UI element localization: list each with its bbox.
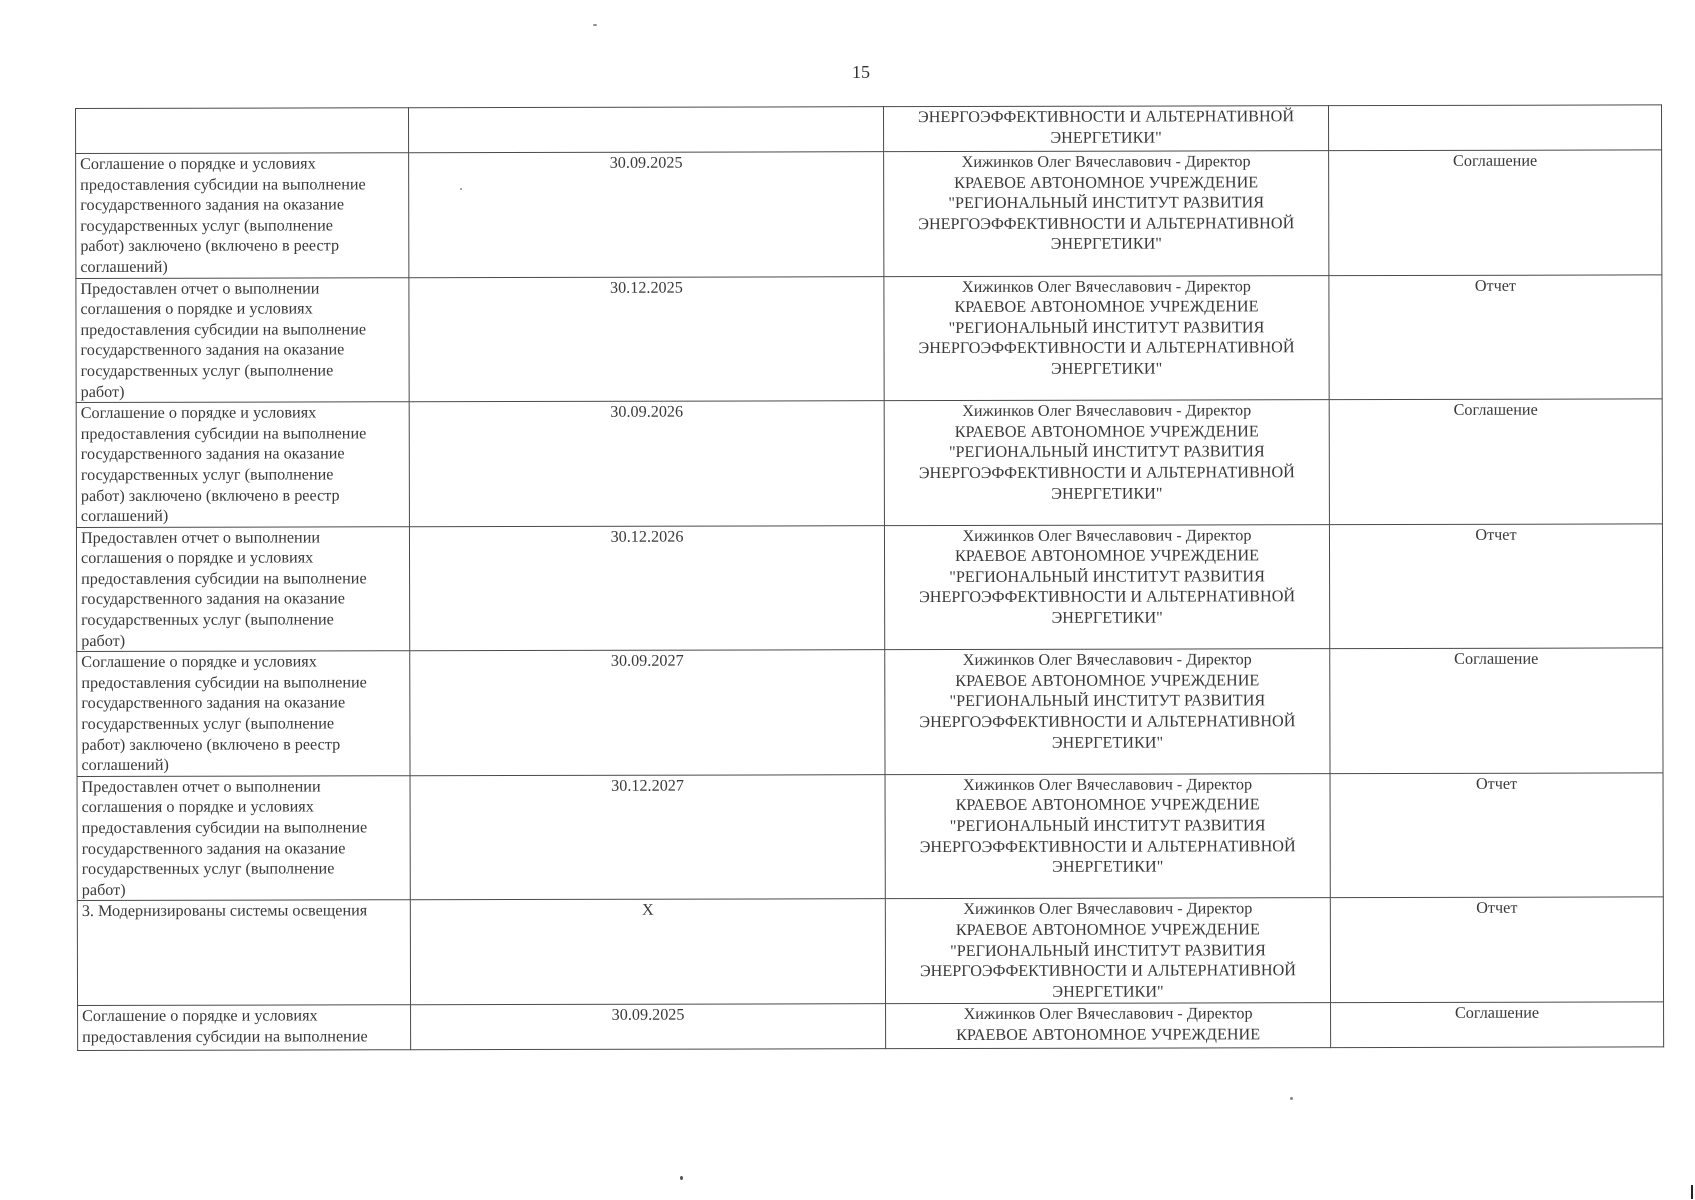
scan-speck	[1290, 1097, 1293, 1100]
document-cell: Соглашение	[1329, 150, 1662, 275]
event-cell: Соглашение о порядке и условиях предоставления субсидии на выполнение государственного задания на оказание государственных услуг (выполнение работ) заключено (включено в реестр соглашений)	[76, 402, 409, 527]
date-cell: X	[410, 899, 885, 1005]
scan-speck	[460, 188, 462, 190]
responsible-cell: Хижинков Олег Вячеславович - Директор КРАЕВОЕ АВТОНОМНОЕ УЧРЕЖДЕНИЕ "РЕГИОНАЛЬНЫЙ ИНСТИТУТ РАЗВИТИЯ ЭНЕРГОЭФФЕКТИВНОСТИ И АЛЬТЕРНАТИВНОЙ ЭНЕРГЕТИКИ"	[884, 400, 1329, 526]
table-row	[76, 524, 1662, 652]
event-cell: Соглашение о порядке и условиях предоставления субсидии на выполнение государственного задания на оказание государственных услуг (выполнение работ) заключено (включено в реестр соглашений)	[76, 153, 409, 278]
date-cell: 30.12.2025	[409, 276, 884, 402]
table-row	[76, 399, 1662, 527]
document-cell: Отчет	[1329, 274, 1662, 399]
table-row	[76, 150, 1662, 278]
date-cell: 30.09.2025	[409, 152, 884, 278]
responsible-cell: Хижинков Олег Вячеславович - Директор КРАЕВОЕ АВТОНОМНОЕ УЧРЕЖДЕНИЕ	[886, 1003, 1331, 1049]
scan-speck	[593, 24, 597, 26]
table-row	[77, 773, 1663, 901]
document-cell: Соглашение	[1329, 399, 1662, 524]
document-cell: Отчет	[1330, 773, 1663, 898]
responsible-cell: Хижинков Олег Вячеславович - Директор КРАЕВОЕ АВТОНОМНОЕ УЧРЕЖДЕНИЕ "РЕГИОНАЛЬНЫЙ ИНСТИТУТ РАЗВИТИЯ ЭНЕРГОЭФФЕКТИВНОСТИ И АЛЬТЕРНАТИВНОЙ ЭНЕРГЕТИКИ"	[885, 773, 1330, 899]
event-cell: Предоставлен отчет о выполнении соглашения о порядке и условиях предоставления субсидии на выполнение государственного задания на оказание государственных услуг (выполнение работ)	[77, 776, 410, 901]
responsible-cell: Хижинков Олег Вячеславович - Директор КРАЕВОЕ АВТОНОМНОЕ УЧРЕЖДЕНИЕ "РЕГИОНАЛЬНЫЙ ИНСТИТУТ РАЗВИТИЯ ЭНЕРГОЭФФЕКТИВНОСТИ И АЛЬТЕРНАТИВНОЙ ЭНЕРГЕТИКИ"	[884, 524, 1329, 650]
responsible-cell: Хижинков Олег Вячеславович - Директор КРАЕВОЕ АВТОНОМНОЕ УЧРЕЖДЕНИЕ "РЕГИОНАЛЬНЫЙ ИНСТИТУТ РАЗВИТИЯ ЭНЕРГОЭФФЕКТИВНОСТИ И АЛЬТЕРНАТИВНОЙ ЭНЕРГЕТИКИ"	[884, 275, 1329, 401]
responsible-cell: Хижинков Олег Вячеславович - Директор КРАЕВОЕ АВТОНОМНОЕ УЧРЕЖДЕНИЕ "РЕГИОНАЛЬНЫЙ ИНСТИТУТ РАЗВИТИЯ ЭНЕРГОЭФФЕКТИВНОСТИ И АЛЬТЕРНАТИВНОЙ ЭНЕРГЕТИКИ"	[885, 898, 1330, 1004]
date-cell: 30.09.2026	[409, 401, 884, 527]
scan-edge-mark	[1691, 1185, 1693, 1199]
page-number: 15	[852, 62, 870, 82]
table-row	[78, 1002, 1664, 1051]
responsible-cell: ЭНЕРГОЭФФЕКТИВНОСТИ И АЛЬТЕРНАТИВНОЙ ЭНЕРГЕТИКИ"	[883, 106, 1328, 152]
control-points-table	[75, 104, 1664, 1051]
scan-speck	[680, 1176, 683, 1180]
document-cell: Соглашение	[1330, 648, 1663, 773]
document-cell	[1328, 105, 1661, 151]
document-cell: Соглашение	[1331, 1002, 1664, 1048]
date-cell: 30.12.2027	[410, 774, 885, 900]
table-row	[76, 105, 1662, 154]
event-cell: 3. Модернизированы системы освещения	[77, 900, 410, 1006]
event-cell: Предоставлен отчет о выполнении соглашения о порядке и условиях предоставления субсидии на выполнение государственного задания на оказание государственных услуг (выполнение работ)	[76, 277, 409, 402]
table-row	[76, 274, 1662, 402]
date-cell: 30.12.2026	[409, 525, 884, 651]
event-cell: Соглашение о порядке и условиях предоставления субсидии на выполнение государственного задания на оказание государственных услуг (выполнение работ) заключено (включено в реестр соглашений)	[77, 651, 410, 776]
event-cell	[76, 108, 409, 154]
document-cell: Отчет	[1330, 897, 1663, 1003]
table-row	[77, 648, 1663, 776]
event-cell: Предоставлен отчет о выполнении соглашения о порядке и условиях предоставления субсидии на выполнение государственного задания на оказание государственных услуг (выполнение работ)	[76, 526, 409, 651]
date-cell	[409, 107, 884, 153]
responsible-cell: Хижинков Олег Вячеславович - Директор КРАЕВОЕ АВТОНОМНОЕ УЧРЕЖДЕНИЕ "РЕГИОНАЛЬНЫЙ ИНСТИТУТ РАЗВИТИЯ ЭНЕРГОЭФФЕКТИВНОСТИ И АЛЬТЕРНАТИВНОЙ ЭНЕРГЕТИКИ"	[885, 649, 1330, 775]
event-cell: Соглашение о порядке и условиях предоставления субсидии на выполнение	[78, 1005, 411, 1051]
date-cell: 30.09.2025	[411, 1004, 886, 1050]
responsible-cell: Хижинков Олег Вячеславович - Директор КРАЕВОЕ АВТОНОМНОЕ УЧРЕЖДЕНИЕ "РЕГИОНАЛЬНЫЙ ИНСТИТУТ РАЗВИТИЯ ЭНЕРГОЭФФЕКТИВНОСТИ И АЛЬТЕРНАТИВНОЙ ЭНЕРГЕТИКИ"	[884, 151, 1329, 277]
table-row	[77, 897, 1663, 1006]
date-cell: 30.09.2027	[410, 650, 885, 776]
document-cell: Отчет	[1329, 524, 1662, 649]
